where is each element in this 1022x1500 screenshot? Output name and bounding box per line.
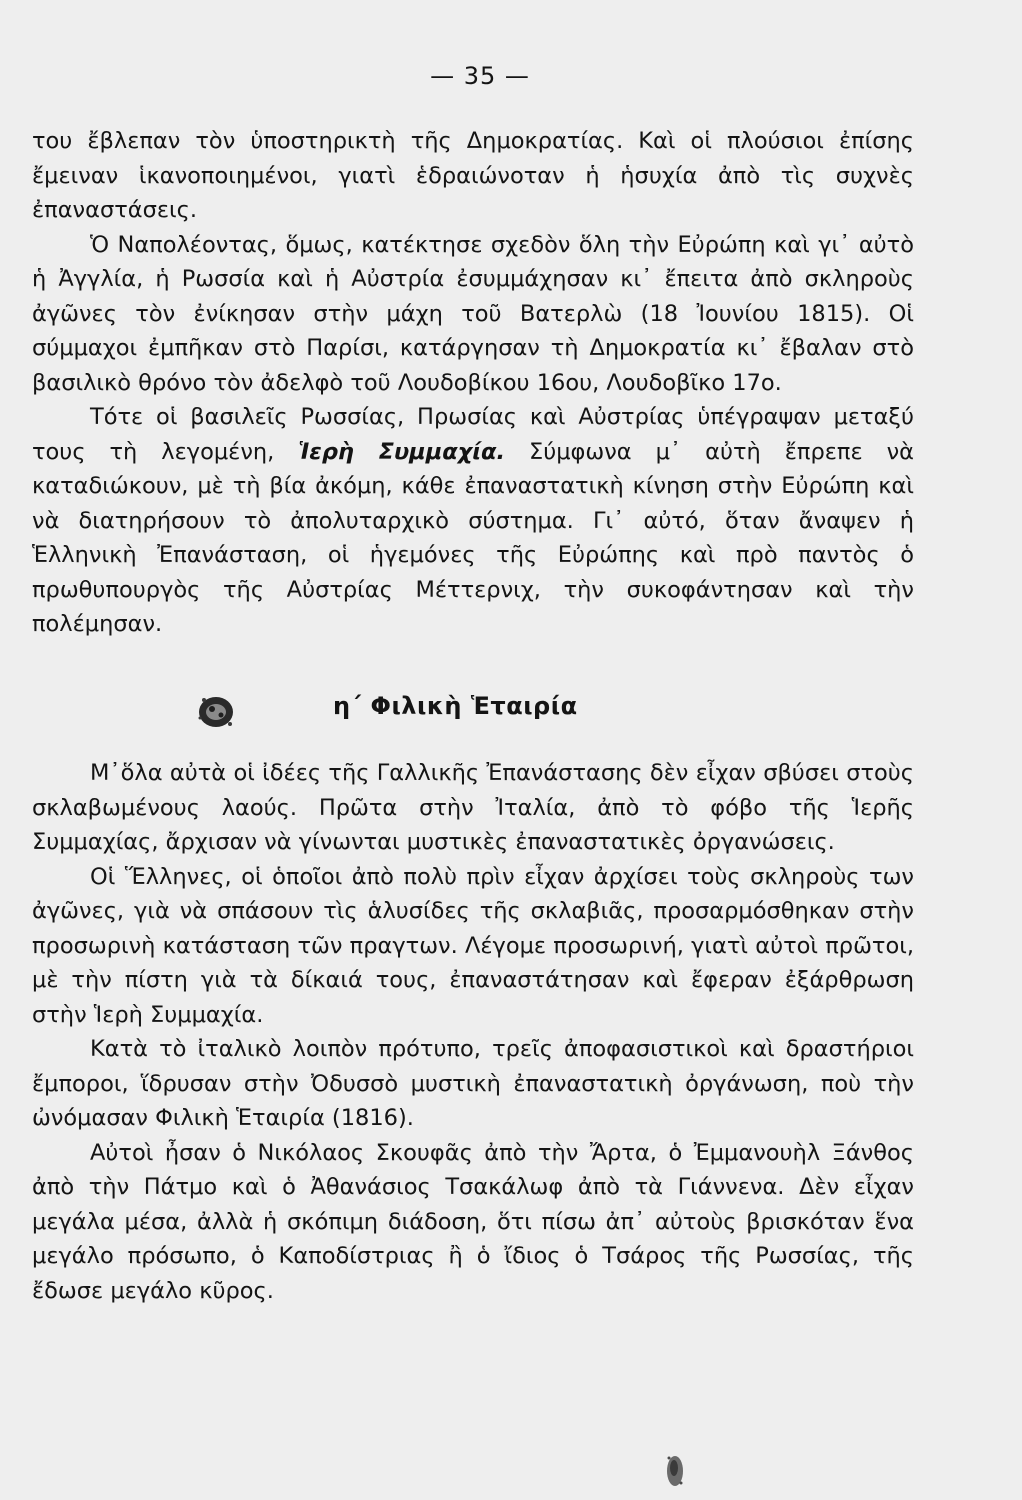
emphasized-term: Ἱερὴ Συμμαχία. (298, 438, 506, 465)
paragraph: Κατὰ τὸ ἰταλικὸ λοιπὸν πρότυπο, τρεῖς ἀποφασιστικοὶ καὶ δραστήριοι ἔμποροι, ἵδρυσαν στὴν Ὀδυσσὸ μυστικὴ ἐπαναστατικὴ ὀργάνωση, ποὺ τὴν ὠνόμασαν Φιλικὴ Ἑταιρία (1816). (32, 1036, 914, 1131)
section-heading (190, 688, 650, 734)
ink-speck-icon (662, 1452, 688, 1490)
paragraph: του ἔβλεπαν τὸν ὑποστηρικτὴ τῆς Δημοκρατίας. Καὶ οἱ πλούσιοι ἐπίσης ἔμειναν ἱκανοποιημένοι, γιατὶ ἑδραιώνοταν ἡ ἡσυχία ἀπὸ τὶς συχνὲς ἐπαναστάσεις. (32, 128, 914, 223)
decorative-ornament-icon (190, 688, 240, 732)
text-block-bottom (32, 756, 914, 1308)
paragraph: Μ᾽ὅλα αὐτὰ οἱ ἰδέες τῆς Γαλλικῆς Ἐπανάστασης δὲν εἶχαν σβύσει στοὺς σκλαβωμένους λαούς. Πρῶτα στὴν Ἰταλία, ἀπὸ τὸ φόβο τῆς Ἱερῆς Συμμαχίας, ἄρχισαν νὰ γίνωνται μυστικὲς ἐπαναστατικὲς ὀργανώσεις. (32, 760, 914, 855)
paragraph-text: Τότε οἱ βασιλεῖς Ρωσσίας, Πρωσίας καὶ Αὐστρίας ὑπέγραψαν μεταξύ τους τὴ λεγομένη, (32, 404, 914, 465)
paragraph: Οἱ Ἕλληνες, οἱ ὁποῖοι ἀπὸ πολὺ πρὶν εἶχαν ἀρχίσει τοὺς σκληροὺς των ἀγῶνες, γιὰ νὰ σπάσουν τὶς ἁλυσίδες τῆς σκλαβιᾶς, προσαρμόσθηκαν στὴν προσωρινὴ κατάσταση τῶν πραγτων. Λέγομε προσωρινή, γιατὶ αὐτοὶ πρῶτοι, μὲ τὴν πίστη γιὰ τὰ δίκαιά τους, ἐπαναστάτησαν καὶ ἔφεραν ἐξάρθρωση στὴν Ἱερὴ Συμμαχία. (32, 863, 914, 1028)
section-title: η΄ Φιλικὴ Ἑταιρία (333, 692, 578, 720)
text-block-top (32, 124, 914, 642)
paragraph: Ὁ Ναπολέοντας, ὅμως, κατέκτησε σχεδὸν ὅλη τὴν Εὐρώπη καὶ γι᾽ αὐτὸ ἡ Ἀγγλία, ἡ Ρωσσία καὶ ἡ Αὐστρία ἐσυμμάχησαν κι᾽ ἔπειτα ἀπὸ σκληροὺς ἀγῶνες τὸν ἐνίκησαν στὴν μάχη τοῦ Βατερλὼ (18 Ἰουνίου 1815). Οἱ σύμμαχοι ἐμπῆκαν στὸ Παρίσι, κατάργησαν τὴ Δημοκρατία κι᾽ ἔβαλαν στὸ βασιλικὸ θρόνο τὸν ἀδελφὸ τοῦ Λουδοβίκου 16ου, Λουδοβῖκο 17ο. (32, 231, 914, 396)
paragraph-holy-alliance (32, 400, 914, 642)
page-number: — 35 — (430, 62, 530, 90)
paragraph: Αὐτοὶ ἦσαν ὁ Νικόλαος Σκουφᾶς ἀπὸ τὴν Ἄρτα, ὁ Ἐμμανουὴλ Ξάνθος ἀπὸ τὴν Πάτμο καὶ ὁ Ἀθανάσιος Τσακάλωφ ἀπὸ τὰ Γιάννενα. Δὲν εἶχαν μεγάλα μέσα, ἀλλὰ ἡ σκόπιμη διάδοση, ὅτι πίσω ἀπ᾽ αὐτοὺς βρισκόταν ἕνα μεγάλο πρόσωπο, ὁ Καποδίστριας ἢ ὁ ἴδιος ὁ Τσάρος τῆς Ρωσσίας, τῆς ἔδωσε μεγάλο κῦρος. (32, 1139, 914, 1304)
paragraph-text: Σύμφωνα μ᾽ αὐτὴ ἔπρεπε νὰ καταδιώκουν, μὲ τὴ βία ἀκόμη, κάθε ἐπαναστατικὴ κίνηση στὴν Εὐρώπη καὶ νὰ διατηρήσουν τὸ ἀπολυταρχικὸ σύστημα. Γι᾽ αὐτό, ὅταν ἄναψεν ἡ Ἑλληνικὴ Ἐπανάσταση, οἱ ἡγεμόνες τῆς Εὐρώπης καὶ πρὸ παντὸς ὁ πρωθυπουργὸς τῆς Αὐστρίας Μέττερνιχ, τὴν συκοφάντησαν καὶ τὴν πολέμησαν. (32, 438, 914, 637)
